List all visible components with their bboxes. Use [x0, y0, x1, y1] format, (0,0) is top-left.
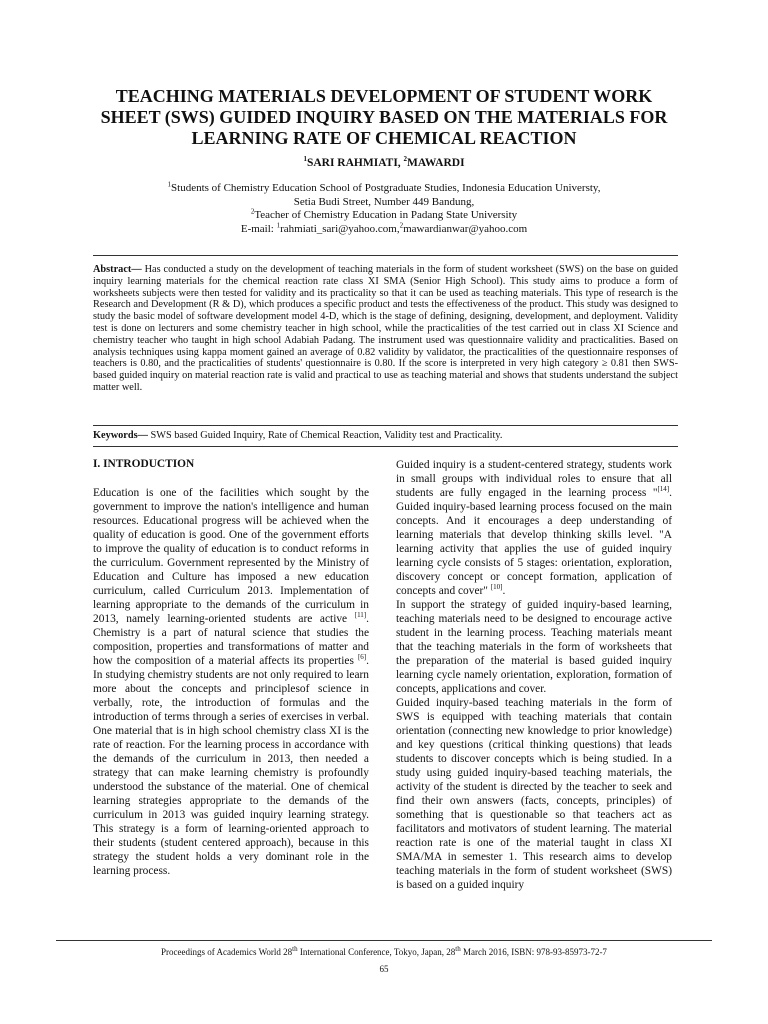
- title-line-1: TEACHING MATERIALS DEVELOPMENT OF STUDENT WORK: [115, 86, 653, 106]
- keywords-text: SWS based Guided Inquiry, Rate of Chemical Reaction, Validity test and Practicality.: [147, 430, 503, 441]
- footer-text-a: Proceedings of Academics World 28: [161, 947, 293, 957]
- author-2-name: MAWARDI: [407, 157, 465, 169]
- email-1-marker: 1: [276, 220, 281, 229]
- footer-sup-2: th: [455, 945, 461, 953]
- title-line-3: LEARNING RATE OF CHEMICAL REACTION: [191, 128, 577, 148]
- right-paragraph-2: In support the strategy of guided inquiry-based learning, teaching materials need to be designed to encourage active student in the learning process. Teaching materials meant that the teaching materials in the form of worksheets that the preparation of the material is based guided inquiry learning cycle namely orientation, exploration, formation of concepts, applications and cover.: [396, 599, 672, 695]
- keywords-label: Keywords—: [93, 430, 148, 441]
- page-number: 65: [379, 964, 389, 974]
- author-list: [80, 157, 688, 169]
- right-column: [396, 458, 672, 892]
- footer-text-b: International Conference, Tokyo, Japan, 28: [297, 947, 456, 957]
- footer-text-c: March 2016, ISBN: 978-93-85973-72-7: [460, 947, 607, 957]
- affiliation-line-1: [80, 182, 688, 196]
- keywords-top-rule: [93, 425, 678, 426]
- email-line: [80, 220, 688, 237]
- email-2-marker: 2: [399, 220, 404, 229]
- author-1-marker: 1: [303, 155, 307, 164]
- intro-text-c: . In studying chemistry students are not only required to learn more about the concepts and principlesof science in verbally, rote, the introduction of formulas and the introduction of terms through a series of exercises in verbal. One material that is in high school chemistry class XI is the rate of reaction. For the learning process in accordance with the demands of the curriculum in 2013, then needed a strategy that can make learning chemistry is profoundly understood the substance of the material. One of chemical learning strategies appropriate to the demands of the curriculum in 2013 was guided inquiry learning strategy. This strategy is a form of learning-oriented approach to their students (student centered approach), because in this strategy the student holds a very dominant role in the learning process.: [93, 655, 369, 877]
- right-paragraph-3: Guided inquiry-based teaching materials in the form of SWS is equipped with teaching materials that contain orientation (connecting new knowledge to prior knowledge) and key questions (critical thinking questions) that leads students to discover concepts which is being studied. In a study using guided inquiry-based teaching materials, the activity of the student is directed by the teacher to seek and find their own answers (facts, concepts, principles) of something that is questionable so that teachers act as facilitators and motivators of student learning. The material reaction rate is one of the material taught in class XI SMA/MA in semester 1. This research aims to develop teaching materials in the form of student worksheet (SWS) is based on a guided inquiry: [396, 697, 672, 891]
- affiliation-line-3: [80, 209, 688, 223]
- title-line-2: SHEET (SWS) GUIDED INQUIRY BASED ON THE MATERIALS FOR: [100, 107, 668, 127]
- citation-6: [6]: [357, 653, 367, 662]
- abstract-top-rule: [93, 255, 678, 256]
- citation-14: [14]: [657, 485, 670, 494]
- affiliation-2-text: Teacher of Chemistry Education in Padang State University: [254, 209, 518, 221]
- abstract: [93, 264, 678, 394]
- footer-sup-1: th: [292, 945, 298, 953]
- right-paragraph-1: [396, 458, 672, 598]
- proceedings-footer: [56, 947, 712, 957]
- right-text-c: .: [502, 585, 506, 597]
- intro-text-a: Education is one of the facilities which sought by the government to improve the nation's intelligence and human resources. Educational progress will be achieved when the quality of education is good. One of the government efforts to improve the quality of education is to conduct reforms in the curriculum. Government represented by the Ministry of Education and Culture has imposed a new education curriculum, called Curriculum 2013. Implementation of learning appropriate to the demands of the curriculum in 2013, namely learning-oriented students are active: [93, 487, 369, 625]
- keywords: [93, 430, 678, 442]
- affiliation-1-marker: 1: [167, 180, 172, 189]
- abstract-label: Abstract—: [93, 264, 142, 275]
- email-label: E-mail:: [240, 222, 277, 235]
- paper-title: [80, 86, 688, 149]
- author-1-name: SARI RAHMIATI,: [306, 157, 404, 169]
- citation-10: [10]: [490, 583, 503, 592]
- footer-rule: [56, 940, 712, 941]
- right-text-a: Guided inquiry is a student-centered strategy, students work in small groups with individual roles to ensure that all students are fully engaged in the learning process ": [396, 459, 672, 499]
- abstract-text: Has conducted a study on the development of teaching materials in the form of student worksheet (SWS) on the base on guided inquiry learning materials for the chemical reaction rate class XI SMA (Senior High School). This study aims to produce a form of worksheets subjects were then tested for validity and its practicality so that it can be used as teaching materials. This type of research is the Research and Development (R & D), which produces a specific product and tests the effectiveness of the product. This study was designed to study the basic model of software development model 4-D, which is the stage of defining, designing, development, and deployment. Validity test is done on lecturers and some chemistry teacher in high school, while the practicalities of the test carried out in class XI Science and chemistry teacher who taught in high school Adabiah Padang. The instrument used was questionnaire validity and practicalities. Based on analysis techniques using kappa moment gained an average of 0.82 validity by validator, the practicalities of the questionnaire responses of teachers is 0.80, and the practicalities of students' questionnaire is 0.80. If the score is interpreted in very high category ≥ 0.81 then SWS-based guided inquiry on material reaction rate is valid and practical to use as teaching material and shows that students understand the subject matter well.: [93, 264, 678, 393]
- section-heading-introduction: I. INTRODUCTION: [93, 458, 195, 470]
- affiliations: [80, 182, 688, 236]
- intro-text-b: . Chemistry is a part of natural science that studies the composition, properties and transformations of matter and how the composition of a material affects its properties: [93, 613, 369, 667]
- citation-11: [11]: [354, 611, 367, 620]
- affiliation-2-marker: 2: [250, 207, 255, 216]
- affiliation-line-2: Setia Budi Street, Number 449 Bandung,: [293, 195, 475, 208]
- email-2: mawardianwar@yahoo.com: [403, 222, 528, 235]
- left-column: [93, 486, 369, 878]
- author-2-marker: 2: [403, 155, 408, 164]
- email-1: rahmiati_sari@yahoo.com,: [280, 222, 400, 235]
- affiliation-1-text: Students of Chemistry Education School of Postgraduate Studies, Indonesia Education Universty,: [171, 182, 601, 194]
- keywords-bottom-rule: [93, 446, 678, 447]
- right-text-b: . Guided inquiry-based learning process focused on the main concepts. And it encourages a deep understanding of learning materials that develop thinking skills level. "A learning activity that applies the use of guided inquiry learning cycle consists of 5 stages: orientation, exploration, discovery concept or concept formation, application of concepts and cover": [396, 487, 672, 597]
- intro-paragraph-1: [93, 486, 369, 878]
